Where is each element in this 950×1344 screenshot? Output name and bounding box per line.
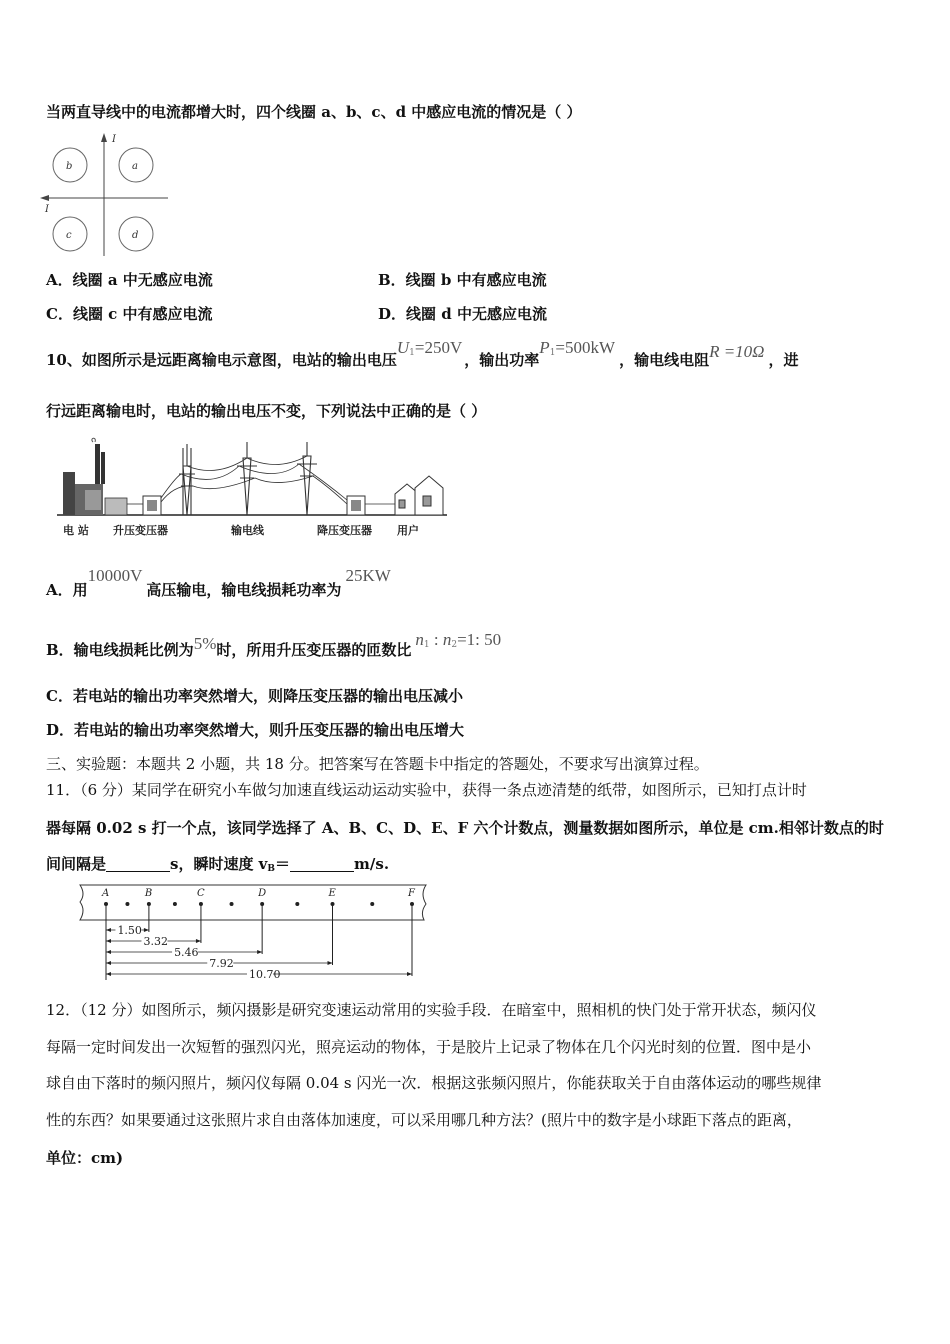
q10-p1-sub: 1	[549, 348, 556, 358]
tape-point-label: C	[196, 888, 205, 899]
coil-b-label: b	[66, 161, 73, 172]
coil-d-label: d	[132, 230, 139, 241]
tape-arrow-right	[407, 972, 412, 976]
label-station: 电 站	[63, 524, 89, 537]
q12-line3: 球自由下落时的频闪照片，频闪仪每隔 0.04 s 闪光一次．根据这张频闪照片，你能获取关于自由落体运动的哪些规律	[46, 1074, 822, 1092]
q9-option-c: C．线圈 c 中有感应电流	[46, 305, 213, 323]
q10-stem-part1: 10、如图所示是远距离输电示意图，电站的输出电压	[46, 351, 397, 369]
tape-dot	[295, 902, 299, 906]
q10-option-a	[46, 566, 391, 600]
label-step-down: 降压变压器	[317, 524, 372, 537]
coil-c-label: c	[66, 230, 72, 241]
station-building	[63, 472, 75, 515]
q12-line1: 12．（12 分）如图所示，频闪摄影是研究变速运动常用的实验手段．在暗室中，照相机的快门处于常开状态，频闪仪	[46, 1001, 817, 1019]
q9-option-a: A．线圈 a 中无感应电流	[46, 271, 213, 289]
tape-measure-label: 7.92	[209, 957, 234, 970]
q10-option-b-part2: 时，所用升压变压器的匝数比	[216, 641, 412, 659]
paper-tape	[80, 885, 426, 920]
tape-measure-label: 10.70	[249, 968, 281, 981]
tape-measure-label: 5.46	[174, 946, 199, 959]
tape-dot	[230, 902, 234, 906]
q10-option-a-part1: A．用	[46, 581, 88, 599]
q10-u1-sub: 1	[409, 348, 415, 358]
tape-point-label: D	[258, 888, 267, 899]
q11-line2: 器每隔 0.02 s 打一个点，该同学选择了 A、B、C、D、E、F 六个计数点，测量数据如图所示，单位是 cm.相邻计数点的时	[46, 819, 884, 837]
tape-arrow-left	[106, 961, 111, 965]
q10-option-b	[46, 630, 502, 665]
tape-dot	[370, 902, 374, 906]
tape-arrow-left	[106, 939, 111, 943]
q10-option-c: C．若电站的输出功率突然增大，则降压变压器的输出电压减小	[46, 687, 463, 705]
q11-line3-part1: 间间隔是	[46, 855, 107, 873]
tape-point-label: F	[408, 888, 415, 899]
q12-line2: 每隔一定时间发出一次短暂的强烈闪光，照亮运动的物体，于是胶片上记录了物体在几个闪光时刻的位置．图中是小	[46, 1038, 812, 1056]
q9-option-d: D．线圈 d 中无感应电流	[378, 305, 547, 323]
q10-stem-line1	[46, 338, 799, 375]
q10-n2-symbol: n	[442, 630, 452, 649]
q11-blank-interval[interactable]	[106, 857, 170, 872]
tape-arrow-left	[106, 972, 111, 976]
q10-p1-symbol: P	[539, 338, 550, 357]
q10-r-value: R =10Ω	[709, 342, 765, 361]
q10-n1-symbol: n	[415, 630, 424, 649]
q10-stem-part3: ，输电线电阻	[619, 351, 710, 369]
q10-stem-line2: 行远距离输电时，电站的输出电压不变，下列说法中正确的是（ ）	[46, 402, 487, 420]
q10-stem-part2: ，输出功率	[464, 351, 540, 369]
q11-line3-sub: B	[267, 864, 276, 874]
q10-option-a-voltage: 10000V	[87, 566, 143, 585]
q10-ratio-value: =1: 50	[457, 630, 502, 649]
tape-arrow-right	[144, 928, 149, 932]
tape-dot	[173, 902, 177, 906]
q10-ratio-colon: :	[429, 630, 443, 649]
q9-stem: 当两直导线中的电流都增大时，四个线圈 a、b、c、d 中感应电流的情况是（ ）	[46, 103, 582, 121]
tape-point-label: B	[144, 888, 153, 899]
q11-blank-velocity[interactable]	[290, 857, 354, 872]
tape-point-label: E	[328, 888, 336, 899]
q9-figure	[38, 130, 173, 260]
q10-p1-value: =500kW	[555, 338, 616, 357]
q10-option-a-power: 25KW	[345, 566, 391, 585]
tape-arrow-right	[196, 939, 201, 943]
tape-measure-label: 1.50	[117, 924, 142, 937]
q11-line3-part3: ＝	[275, 855, 291, 873]
q10-stem-part4: ，进	[768, 351, 799, 369]
q12-line4: 性的东西？如果要通过这张照片求自由落体加速度，可以采用哪几种方法？(照片中的数字是小球距下落点的距离，	[46, 1111, 802, 1129]
q10-option-b-percent: 5%	[193, 634, 217, 653]
label-line: 输电线	[231, 524, 264, 537]
q11-line3-part4: m/s.	[354, 855, 390, 873]
current-label-vertical: I	[112, 134, 116, 145]
station-chimney	[95, 444, 100, 484]
q11-line3	[46, 854, 389, 879]
tape-measure-label: 3.32	[143, 935, 168, 948]
user-houses	[395, 476, 443, 515]
q11-line1: 11．（6 分）某同学在研究小车做匀加速直线运动运动实验中，获得一条点迹清楚的纸带，如图所示，已知打点计时	[46, 781, 807, 799]
section3-heading: 三、实验题：本题共 2 小题，共 18 分。把答案写在答题卡中指定的答题处，不要求写出演算过程。	[46, 755, 709, 773]
q10-u1-symbol: U	[396, 338, 410, 357]
q11-paper-tape-figure	[74, 882, 430, 984]
tape-arrow-right	[257, 950, 262, 954]
current-label-horizontal: I	[45, 204, 49, 215]
q10-option-d: D．若电站的输出功率突然增大，则升压变压器的输出电压增大	[46, 721, 465, 739]
coil-a-label: a	[132, 161, 138, 172]
q11-line3-part2: s，瞬时速度 v	[170, 855, 268, 873]
q10-option-a-part2: 高压输电，输电线损耗功率为	[146, 581, 342, 599]
tape-arrow-left	[106, 950, 111, 954]
label-user: 用户	[397, 524, 419, 537]
tape-arrow-right	[327, 961, 332, 965]
q12-line5: 单位：cm)	[46, 1149, 124, 1167]
q9-option-b: B．线圈 b 中有感应电流	[378, 271, 547, 289]
q10-transmission-figure	[55, 438, 450, 543]
q10-n2-sub: 2	[451, 640, 458, 650]
q10-option-b-part1: B．输电线损耗比例为	[46, 641, 194, 659]
q10-n1-sub: 1	[423, 640, 430, 650]
tape-dot	[125, 902, 129, 906]
tape-point-label: A	[102, 888, 110, 899]
label-step-up: 升压变压器	[113, 524, 168, 537]
q10-u1-value: =250V	[414, 338, 463, 357]
tape-arrow-left	[106, 928, 111, 932]
